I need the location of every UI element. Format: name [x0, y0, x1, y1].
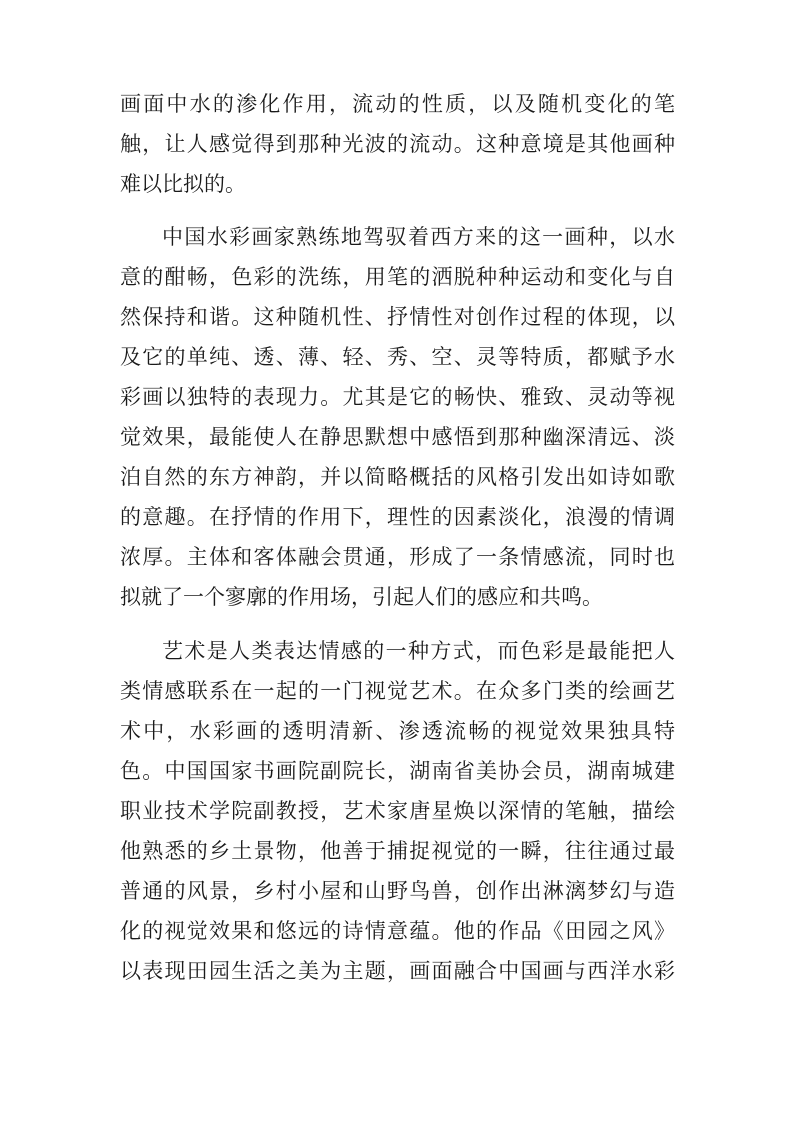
text-line: 触，让人感觉得到那种光波的流动。这种意境是其他画种 [120, 132, 675, 156]
text-line: 然保持和谐。这种随机性、抒情性对创作过程的体现，以 [120, 305, 675, 329]
text-line: 难以比拟的。 [120, 172, 246, 196]
text-line: 浓厚。主体和客体融会贯通，形成了一条情感流，同时也 [120, 545, 675, 569]
text-line: 的意趣。在抒情的作用下，理性的因素淡化，浪漫的情调 [120, 505, 675, 529]
text-line: 艺术是人类表达情感的一种方式，而色彩是最能把人 [162, 639, 675, 663]
text-line: 觉效果，最能使人在静思默想中感悟到那种幽深清远、淡 [120, 425, 675, 449]
text-line: 画面中水的渗化作用，流动的性质，以及随机变化的笔 [120, 92, 675, 116]
text-line: 中国水彩画家熟练地驾驭着西方来的这一画种，以水 [162, 225, 675, 249]
text-line: 及它的单纯、透、薄、轻、秀、空、灵等特质，都赋予水 [120, 345, 675, 369]
text-line: 泊自然的东方神韵，并以简略概括的风格引发出如诗如歌 [120, 465, 675, 489]
text-line: 拟就了一个寥廓的作用场，引起人们的感应和共鸣。 [120, 585, 603, 609]
text-line: 职业技术学院副教授，艺术家唐星焕以深情的笔触，描绘 [120, 799, 675, 823]
text-line: 彩画以独特的表现力。尤其是它的畅快、雅致、灵动等视 [120, 385, 675, 409]
text-line: 术中，水彩画的透明清新、渗透流畅的视觉效果独具特 [120, 719, 675, 743]
text-line: 意的酣畅，色彩的洗练，用笔的洒脱种种运动和变化与自 [120, 265, 675, 289]
text-line: 类情感联系在一起的一门视觉艺术。在众多门类的绘画艺 [120, 679, 675, 703]
text-line: 化的视觉效果和悠远的诗情意蕴。他的作品《田园之风》 [120, 919, 675, 943]
text-line: 他熟悉的乡土景物，他善于捕捉视觉的一瞬，往往通过最 [120, 839, 675, 863]
text-line: 色。中国国家书画院副院长，湖南省美协会员，湖南城建 [120, 759, 675, 783]
text-line: 以表现田园生活之美为主题，画面融合中国画与西洋水彩 [120, 959, 675, 983]
text-line: 普通的风景，乡村小屋和山野鸟兽，创作出淋漓梦幻与造 [120, 879, 675, 903]
